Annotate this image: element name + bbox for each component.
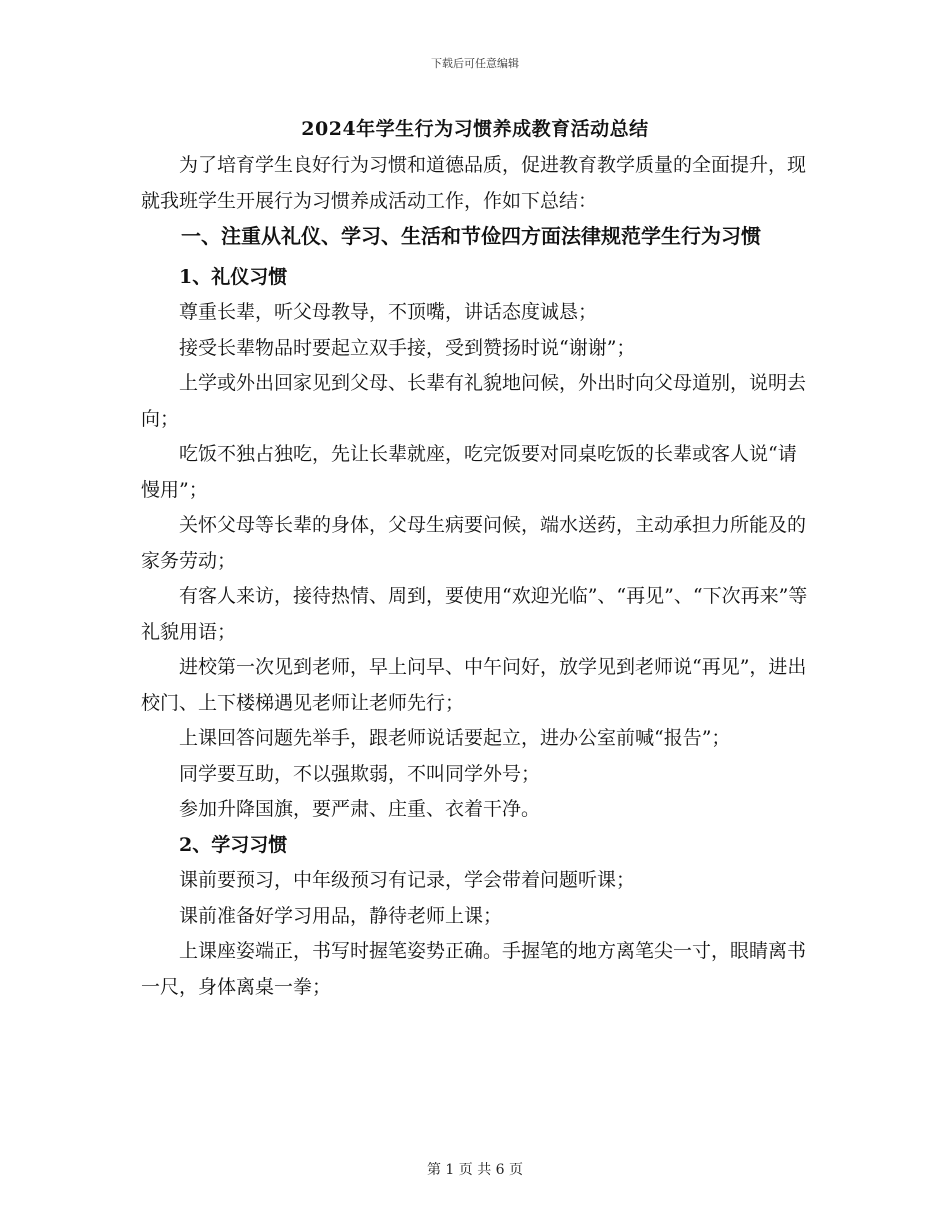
paragraph: 课前准备好学习用品，静待老师上课；: [179, 904, 503, 927]
page-footer: 第 1 页 共 6 页: [426, 1162, 524, 1178]
paragraph: 上学或外出回家见到父母、长辈有礼貌地问候，外出时向父母道别，说明去向；: [141, 372, 807, 430]
page-header: 下载后可任意编辑: [431, 57, 519, 70]
paragraph: 有客人来访，接待热情、周到，要使用“欢迎光临”、“再见”、“下次再来”等礼貌用语；: [141, 585, 808, 643]
paragraph-intro: 为了培育学生良好行为习惯和道德品质，促进教育教学质量的全面提升，现就我班学生开展行为习惯养成活动工作，作如下总结：: [141, 154, 807, 212]
document-title: 2024年学生行为习惯养成教育活动总结: [301, 118, 649, 140]
section-heading-1: 一、注重从礼仪、学习、生活和节俭四方面法律规范学生行为习惯: [181, 224, 761, 248]
paragraph: 尊重长辈，听父母教导，不顶嘴，讲话态度诚恳；: [179, 301, 598, 323]
document-body: [141, 148, 811, 1005]
paragraph: 进校第一次见到老师，早上问早、中午问好，放学见到老师说“再见”，进出校门、上下楼梯遇见老师让老师先行；: [141, 656, 807, 714]
paragraph: 上课座姿端正，书写时握笔姿势正确。手握笔的地方离笔尖一寸，眼睛离书一尺，身体离桌一拳；: [141, 940, 807, 998]
paragraph: 关怀父母等长辈的身体，父母生病要问候，端水送药，主动承担力所能及的家务劳动；: [141, 514, 807, 572]
paragraph: 吃饭不独占独吃，先让长辈就座，吃完饭要对同桌吃饭的长辈或客人说“请慢用”；: [141, 443, 797, 501]
paragraph: 同学要互助，不以强欺弱，不叫同学外号；: [179, 762, 541, 785]
subsection-heading-1: 1、礼仪习惯: [179, 265, 288, 288]
paragraph: 上课回答问题先举手，跟老师说话要起立，进办公室前喊“报告”；: [179, 727, 731, 749]
paragraph: 课前要预习，中年级预习有记录，学会带着问题听课；: [179, 869, 636, 891]
paragraph: 接受长辈物品时要起立双手接，受到赞扬时说“谢谢”；: [179, 336, 636, 359]
paragraph: 参加升降国旗，要严肃、庄重、衣着干净。: [179, 798, 541, 820]
subsection-heading-2: 2、学习习惯: [179, 833, 288, 856]
